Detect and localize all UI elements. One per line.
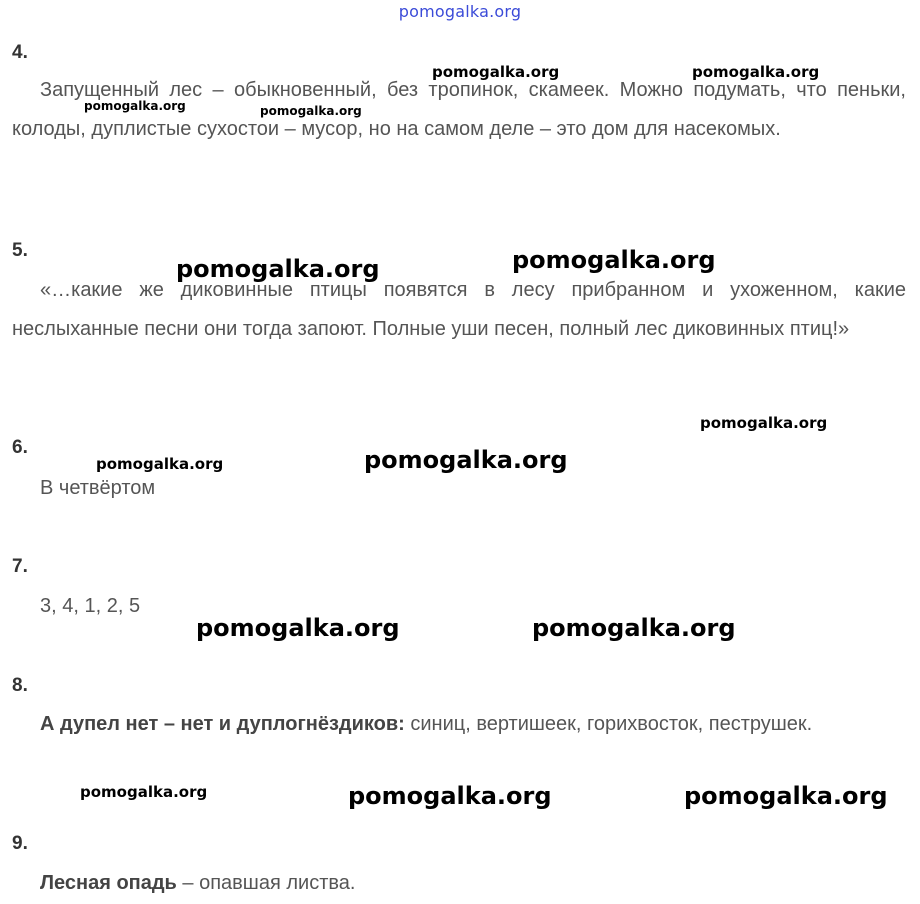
answer-text (12, 705, 906, 744)
watermark: pomogalka.org (260, 104, 362, 118)
watermark: pomogalka.org (432, 63, 560, 81)
answer-number: 6. (12, 437, 28, 458)
answer-number: 5. (12, 240, 28, 261)
watermark: pomogalka.org (96, 455, 224, 473)
watermark: pomogalka.org (196, 614, 400, 642)
watermark: pomogalka.org (532, 614, 736, 642)
answer-number: 9. (12, 833, 28, 854)
answer-plain-text: синиц, вертишеек, горихвосток, пеструшек. (404, 713, 813, 735)
answer-text: «…какие же диковинные птицы появятся в лесу прибранном и ухоженном, какие неслыханные песни они тогда запоют. Полные уши песен, полный лес диковинных птиц!» (12, 279, 906, 340)
watermark: pomogalka.org (348, 782, 552, 810)
answer-plain-text: – опавшая листва. (176, 872, 356, 894)
answer-bold-phrase: А дупел нет – нет и дуплогнёздиков: (40, 713, 405, 735)
watermark: pomogalka.org (364, 446, 568, 474)
watermark: pomogalka.org (84, 99, 186, 113)
header-watermark: pomogalka.org (398, 2, 522, 21)
answer-text (40, 872, 355, 895)
answer-text: 3, 4, 1, 2, 5 (40, 595, 141, 617)
answer-bold-phrase: Лесная опадь (40, 872, 177, 894)
watermark: pomogalka.org (176, 255, 380, 283)
watermark: pomogalka.org (684, 782, 888, 810)
watermark: pomogalka.org (700, 414, 828, 432)
answer-text: Запущенный лес – обыкновенный, без тропинок, скамеек. Можно подумать, что пеньки, колоды, дуплистые сухостои – мусор, но на самом деле – это дом для насекомых. (12, 79, 906, 140)
watermark: pomogalka.org (80, 783, 208, 801)
answer-number: 4. (12, 42, 28, 63)
answer-number: 7. (12, 556, 28, 577)
watermark: pomogalka.org (692, 63, 820, 81)
answer-text: В четвёртом (40, 477, 156, 499)
watermark: pomogalka.org (512, 246, 716, 274)
answer-number: 8. (12, 675, 28, 696)
